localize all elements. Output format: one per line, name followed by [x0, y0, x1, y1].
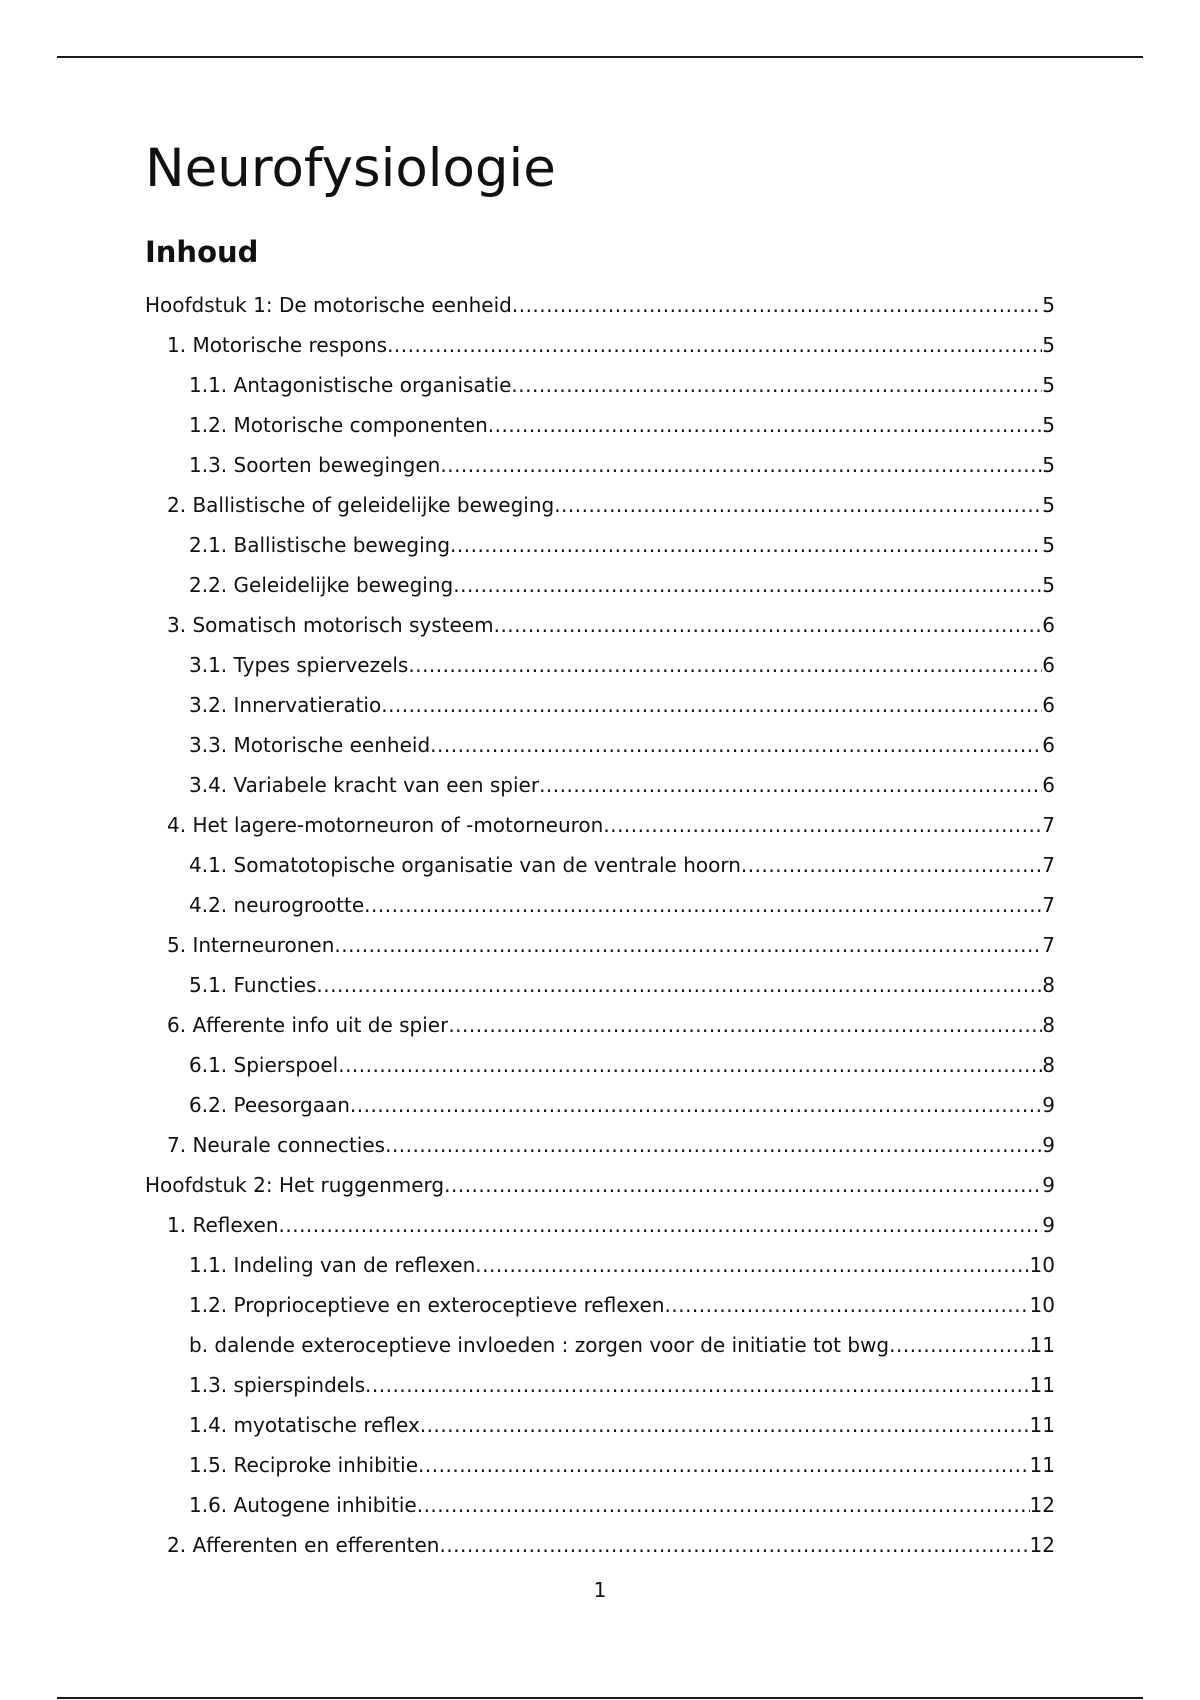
toc-entry[interactable]: [145, 1365, 1055, 1405]
toc-dot-leader: [889, 1325, 1029, 1365]
toc-entry-page: 5: [1042, 533, 1055, 557]
toc-entry-page: 5: [1042, 293, 1055, 317]
toc-dot-leader: [387, 325, 1042, 365]
toc-entry[interactable]: [145, 765, 1055, 805]
toc-entry[interactable]: [145, 1205, 1055, 1245]
toc-entry-label: 1.4. myotatische reflex: [189, 1413, 420, 1437]
toc-entry-page: 11: [1029, 1453, 1055, 1477]
toc-entry-page: 11: [1029, 1373, 1055, 1397]
toc-entry-page: 5: [1042, 333, 1055, 357]
toc-entry-page: 9: [1042, 1173, 1055, 1197]
toc-dot-leader: [350, 1085, 1042, 1125]
toc-entry-label: 1.3. spierspindels: [189, 1373, 366, 1397]
toc-entry[interactable]: [145, 525, 1055, 565]
toc-entry-label: Hoofdstuk 2: Het ruggenmerg: [145, 1173, 445, 1197]
toc-entry-page: 8: [1042, 1013, 1055, 1037]
toc-entry[interactable]: [145, 1245, 1055, 1285]
toc-entry[interactable]: [145, 1165, 1055, 1205]
toc-entry-page: 8: [1042, 973, 1055, 997]
toc-entry-label: 4.2. neurogrootte: [189, 893, 365, 917]
toc-dot-leader: [665, 1285, 1030, 1325]
toc-dot-leader: [364, 885, 1042, 925]
toc-entry-page: 7: [1042, 893, 1055, 917]
toc-entry-page: 5: [1042, 573, 1055, 597]
toc-dot-leader: [741, 845, 1042, 885]
toc-entry[interactable]: [145, 1325, 1055, 1365]
toc-entry-label: 1.6. Autogene inhibitie: [189, 1493, 417, 1517]
toc-entry-label: 2.2. Geleidelijke beweging: [189, 573, 454, 597]
toc-entry-page: 6: [1042, 773, 1055, 797]
page-number: 1: [593, 1578, 607, 1602]
toc-dot-leader: [420, 1405, 1030, 1445]
toc-dot-leader: [334, 925, 1042, 965]
toc-dot-leader: [439, 1525, 1029, 1565]
toc-entry-label: 3.4. Variabele kracht van een spier: [189, 773, 540, 797]
toc-entry[interactable]: [145, 805, 1055, 845]
toc-entry[interactable]: [145, 565, 1055, 605]
toc-entry-label: 1. Reflexen: [167, 1213, 279, 1237]
toc-entry-page: 11: [1029, 1413, 1055, 1437]
toc-entry[interactable]: [145, 1525, 1055, 1565]
toc-entry[interactable]: [145, 645, 1055, 685]
toc-entry[interactable]: [145, 685, 1055, 725]
toc-dot-leader: [417, 1485, 1030, 1525]
toc-entry[interactable]: [145, 1405, 1055, 1445]
toc-entry-label: 6.1. Spierspoel: [189, 1053, 339, 1077]
toc-entry-label: 6.2. Peesorgaan: [189, 1093, 350, 1117]
toc-entry-label: 2.1. Ballistische beweging: [189, 533, 451, 557]
toc-entry-page: 7: [1042, 853, 1055, 877]
toc-entry-page: 7: [1042, 933, 1055, 957]
toc-dot-leader: [316, 965, 1042, 1005]
toc-dot-leader: [475, 1245, 1029, 1285]
toc-dot-leader: [450, 525, 1042, 565]
toc-dot-leader: [279, 1205, 1043, 1245]
toc-entry-label: Hoofdstuk 1: De motorische eenheid: [145, 293, 512, 317]
toc-dot-leader: [408, 645, 1042, 685]
toc-entry-page: 5: [1042, 373, 1055, 397]
toc-entry-label: b. dalende exteroceptieve invloeden : zorgen voor de initiatie tot bwg: [189, 1333, 890, 1357]
toc-entry[interactable]: [145, 605, 1055, 645]
toc-entry-page: 7: [1042, 813, 1055, 837]
toc-dot-leader: [444, 1165, 1042, 1205]
toc-entry[interactable]: [145, 285, 1055, 325]
toc-entry-label: 4.1. Somatotopische organisatie van de ventrale hoorn: [189, 853, 741, 877]
toc-dot-leader: [511, 365, 1042, 405]
toc-entry[interactable]: [145, 965, 1055, 1005]
toc-dot-leader: [603, 805, 1042, 845]
toc-entry-label: 1.2. Proprioceptieve en exteroceptieve reflexen: [189, 1293, 665, 1317]
toc-entry-page: 9: [1042, 1093, 1055, 1117]
toc-entry[interactable]: [145, 925, 1055, 965]
toc-heading: Inhoud: [145, 235, 259, 269]
toc-entry-page: 10: [1029, 1293, 1055, 1317]
toc-entry[interactable]: [145, 365, 1055, 405]
toc-dot-leader: [448, 1005, 1042, 1045]
toc-entry[interactable]: [145, 325, 1055, 365]
header-rule: [57, 56, 1143, 58]
toc-dot-leader: [539, 765, 1042, 805]
toc-entry[interactable]: [145, 1045, 1055, 1085]
toc-entry[interactable]: [145, 485, 1055, 525]
toc-dot-leader: [554, 485, 1042, 525]
toc-entry[interactable]: [145, 1445, 1055, 1485]
document-title: Neurofysiologie: [145, 138, 556, 199]
toc-entry-page: 6: [1042, 613, 1055, 637]
toc-dot-leader: [385, 1125, 1042, 1165]
toc-entry[interactable]: [145, 1285, 1055, 1325]
toc-entry[interactable]: [145, 1005, 1055, 1045]
toc-entry[interactable]: [145, 1085, 1055, 1125]
toc-dot-leader: [494, 605, 1043, 645]
toc-entry-label: 1.2. Motorische componenten: [189, 413, 488, 437]
toc-entry-label: 1.5. Reciproke inhibitie: [189, 1453, 419, 1477]
toc-entry-page: 10: [1029, 1253, 1055, 1277]
toc-dot-leader: [440, 445, 1042, 485]
toc-entry[interactable]: [145, 1125, 1055, 1165]
toc-entry-label: 4. Het lagere-motorneuron of -motorneuron: [167, 813, 604, 837]
table-of-contents: [145, 285, 1055, 1565]
toc-entry-page: 12: [1029, 1493, 1055, 1517]
toc-dot-leader: [512, 285, 1042, 325]
toc-entry-page: 5: [1042, 453, 1055, 477]
toc-entry-page: 9: [1042, 1133, 1055, 1157]
toc-entry-page: 6: [1042, 733, 1055, 757]
toc-entry[interactable]: [145, 725, 1055, 765]
toc-entry-label: 2. Ballistische of geleidelijke beweging: [167, 493, 555, 517]
toc-dot-leader: [430, 725, 1042, 765]
toc-entry-page: 5: [1042, 493, 1055, 517]
toc-entry[interactable]: [145, 845, 1055, 885]
toc-entry-label: 5. Interneuronen: [167, 933, 335, 957]
toc-entry-label: 3. Somatisch motorisch systeem: [167, 613, 494, 637]
toc-entry-label: 1. Motorische respons: [167, 333, 388, 357]
toc-dot-leader: [365, 1365, 1030, 1405]
toc-entry-page: 9: [1042, 1213, 1055, 1237]
toc-entry-label: 3.3. Motorische eenheid: [189, 733, 431, 757]
toc-entry[interactable]: [145, 405, 1055, 445]
toc-dot-leader: [381, 685, 1042, 725]
toc-dot-leader: [488, 405, 1043, 445]
toc-entry-label: 3.2. Innervatieratio: [189, 693, 382, 717]
toc-entry-label: 6. Afferente info uit de spier: [167, 1013, 449, 1037]
toc-entry[interactable]: [145, 1485, 1055, 1525]
toc-entry-label: 1.1. Antagonistische organisatie: [189, 373, 512, 397]
toc-entry-page: 8: [1042, 1053, 1055, 1077]
toc-entry-label: 1.1. Indeling van de reflexen: [189, 1253, 476, 1277]
toc-entry-page: 6: [1042, 693, 1055, 717]
toc-entry[interactable]: [145, 885, 1055, 925]
toc-entry[interactable]: [145, 445, 1055, 485]
toc-dot-leader: [418, 1445, 1030, 1485]
toc-entry-page: 12: [1029, 1533, 1055, 1557]
toc-entry-label: 1.3. Soorten bewegingen: [189, 453, 441, 477]
toc-entry-page: 11: [1029, 1333, 1055, 1357]
toc-dot-leader: [338, 1045, 1042, 1085]
toc-entry-label: 2. Afferenten en efferenten: [167, 1533, 440, 1557]
footer-rule: [57, 1697, 1143, 1699]
toc-dot-leader: [453, 565, 1042, 605]
toc-entry-label: 3.1. Types spiervezels: [189, 653, 409, 677]
toc-entry-page: 6: [1042, 653, 1055, 677]
toc-entry-label: 5.1. Functies: [189, 973, 317, 997]
toc-entry-label: 7. Neurale connecties: [167, 1133, 386, 1157]
toc-entry-page: 5: [1042, 413, 1055, 437]
